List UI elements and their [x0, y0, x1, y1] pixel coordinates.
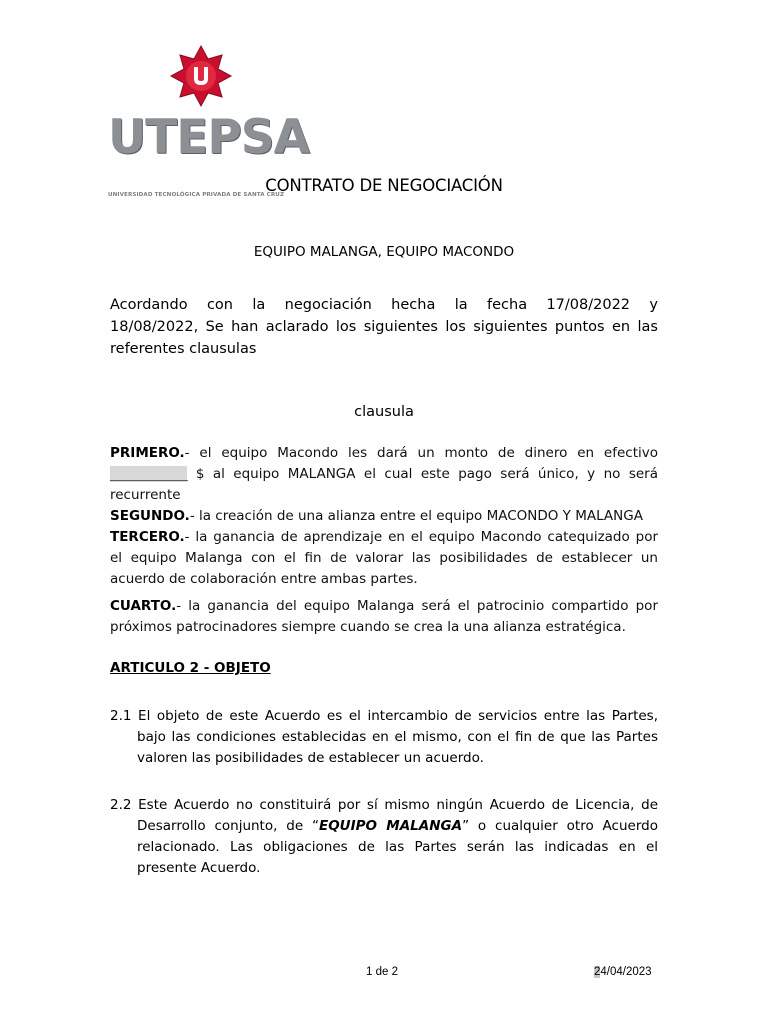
intro-line-2: 18/08/2022, Se han aclarado los siguientes los siguientes puntos en las	[110, 319, 658, 335]
paragraph-2-2: 2.2 Este Acuerdo no constituirá por sí mismo ningún Acuerdo de Licencia, de Desarrollo conjunto, de “EQUIPO MALANGA” o cualquier otro Acuerdo relacionado. Las obligaciones de las Partes serán las indicadas en el presente Acuerdo.	[110, 797, 658, 876]
clause-primero	[110, 443, 658, 506]
document-title: CONTRATO DE NEGOCIACIÓN	[265, 176, 503, 195]
clause-segundo: SEGUNDO.- la creación de una alianza entre el equipo MACONDO Y MALANGA	[110, 508, 643, 524]
clause-label: PRIMERO.	[110, 445, 185, 461]
intro-line-1: Acordando con la negociación hecha la fecha 17/08/2022 y	[110, 297, 658, 313]
page-number: 1 de 2	[366, 966, 398, 978]
logo-subtitle: UNIVERSIDAD TECNOLÓGICA PRIVADA DE SANTA CRUZ	[108, 192, 285, 198]
intro-line-3: referentes clausulas	[110, 341, 257, 357]
clause-label: CUARTO.	[110, 598, 177, 614]
clause-primero-line-3: recurrente	[110, 487, 181, 503]
clause-primero-line-1: PRIMERO.- el equipo Macondo les dará un monto de dinero en efectivo	[110, 445, 658, 461]
footer-date: 24/04/2023	[594, 966, 652, 978]
logo-wordmark: UTEPSA	[108, 110, 310, 165]
clause-label: SEGUNDO.	[110, 508, 190, 524]
paragraph-2-1: 2.1 El objeto de este Acuerdo es el intercambio de servicios entre las Partes, bajo las condiciones establecidas en el mismo, con el fin de que las Partes valoren las posibilidades de establecer un acuerdo.	[110, 708, 658, 766]
section-heading: clausula	[354, 404, 414, 420]
team-name-emphasis: EQUIPO MALANGA	[318, 818, 463, 834]
clause-cuarto: CUARTO.- la ganancia del equipo Malanga será el patrocinio compartido por próximos patrocinadores siempre cuando se crea la una alianza estratégica.	[110, 598, 658, 635]
article-heading: ARTICULO 2 - OBJETO	[110, 660, 271, 676]
clause-label: TERCERO.	[110, 529, 185, 545]
clause-tercero: TERCERO.- la ganancia de aprendizaje en el equipo Macondo catequizado por el equipo Malanga con el fin de valorar las posibilidades de establecer un acuerdo de colaboración entre ambas partes.	[110, 529, 658, 587]
clause-primero-line-2: ____________ $ al equipo MALANGA el cual este pago será único, y no será	[110, 466, 658, 482]
document-subtitle: EQUIPO MALANGA, EQUIPO MACONDO	[253, 244, 515, 260]
amount-blank-field[interactable]: ____________	[110, 466, 188, 482]
utepsa-logo	[108, 44, 310, 198]
intro-paragraph	[110, 294, 658, 360]
